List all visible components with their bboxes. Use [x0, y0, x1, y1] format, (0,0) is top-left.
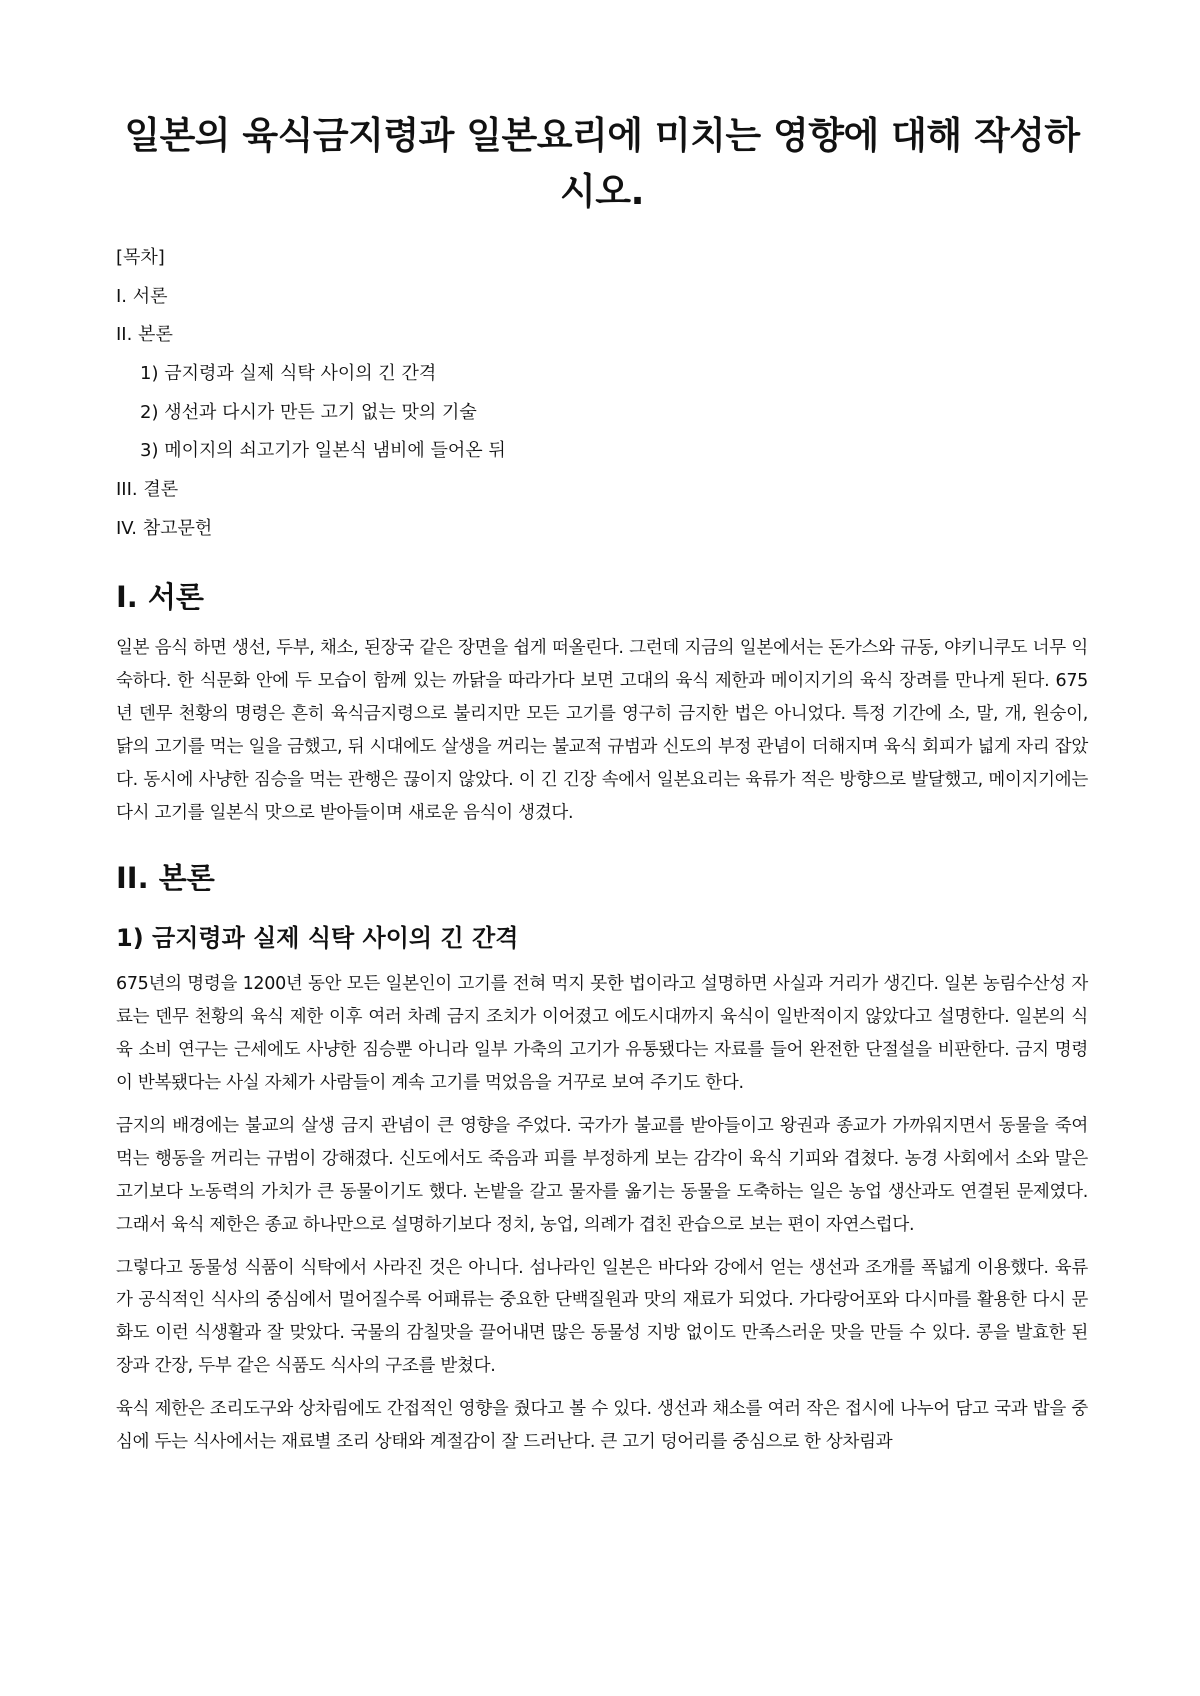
paragraph: 일본 음식 하면 생선, 두부, 채소, 된장국 같은 장면을 쉽게 떠올린다. 그런데 지금의 일본에서는 돈가스와 규동, 야키니쿠도 너무 익숙하다. 한 식문화 안에 두 모습이 함께 있는 까닭을 따라가다 보면 고대의 육식 제한과 메이지기의 육식 장려를 만나게 된다. 675년 덴무 천황의 명령은 흔히 육식금지령으로 불리지만 모든 고기를 영구히 금지한 법은 아니었다. 특정 기간에 소, 말, 개, 원숭이, 닭의 고기를 먹는 일을 금했고, 뒤 시대에도 살생을 꺼리는 불교적 규범과 신도의 부정 관념이 더해지며 육식 회피가 넓게 자리 잡았다. 동시에 사냥한 짐승을 먹는 관행은 끊이지 않았다. 이 긴 긴장 속에서 일본요리는 육류가 적은 방향으로 발달했고, 메이지기에는 다시 고기를 일본식 맛으로 받아들이며 새로운 음식이 생겼다.: [116, 638, 1088, 823]
section-heading-introduction: I. 서론: [116, 579, 204, 614]
subsection-heading-1: 1) 금지령과 실제 식탁 사이의 긴 간격: [116, 924, 519, 953]
paragraph: 그렇다고 동물성 식품이 식탁에서 사라진 것은 아니다. 섬나라인 일본은 바다와 강에서 얻는 생선과 조개를 폭넓게 이용했다. 육류가 공식적인 식사의 중심에서 멀어질수록 어패류는 중요한 단백질원과 맛의 재료가 되었다. 가다랑어포와 다시마를 활용한 다시 문화도 이런 식생활과 잘 맞았다. 국물의 감칠맛을 끌어내면 많은 동물성 지방 없이도 만족스러운 맛을 만들 수 있다. 콩을 발효한 된장과 간장, 두부 같은 식품도 식사의 구조를 받쳤다.: [116, 1257, 1088, 1377]
paragraph: 육식 제한은 조리도구와 상차림에도 간접적인 영향을 줬다고 볼 수 있다. 생선과 채소를 여러 작은 접시에 나누어 담고 국과 밥을 중심에 두는 식사에서는 재료별 조리 상태와 계절감이 잘 드러난다. 큰 고기 덩어리를 중심으로 한 상차림과: [116, 1399, 1088, 1452]
paragraph: 675년의 명령을 1200년 동안 모든 일본인이 고기를 전혀 먹지 못한 법이라고 설명하면 사실과 거리가 생긴다. 일본 농림수산성 자료는 덴무 천황의 육식 제한 이후 여러 차례 금지 조치가 이어졌고 에도시대까지 육식이 일반적이지 않았다고 설명한다. 일본의 식육 소비 연구는 근세에도 사냥한 짐승뿐 아니라 일부 가축의 고기가 유통됐다는 자료를 들어 완전한 단절설을 비판한다. 금지 명령이 반복됐다는 사실 자체가 사람들이 계속 고기를 먹었음을 거꾸로 보여 주기도 한다.: [116, 974, 1088, 1094]
section-heading-body: II. 본론: [116, 860, 215, 895]
table-of-contents: [116, 239, 1088, 549]
section-introduction: [116, 579, 1088, 830]
toc-item-body-3: 3) 메이지의 쇠고기가 일본식 냄비에 들어온 뒤: [140, 440, 506, 462]
toc-item-conclusion: III. 결론: [116, 479, 179, 501]
toc-item-body-2: 2) 생선과 다시가 만든 고기 없는 맛의 기술: [140, 401, 477, 423]
document-title: 일본의 육식금지령과 일본요리에 미치는 영향에 대해 작성하시오.: [124, 114, 1080, 213]
toc-item-body: II. 본론: [116, 324, 173, 346]
toc-item-body-1: 1) 금지령과 실제 식탁 사이의 긴 간격: [140, 363, 437, 385]
paragraph: 금지의 배경에는 불교의 살생 금지 관념이 큰 영향을 주었다. 국가가 불교를 받아들이고 왕권과 종교가 가까워지면서 동물을 죽여 먹는 행동을 꺼리는 규범이 강해졌다. 신도에서도 죽음과 피를 부정하게 보는 감각이 육식 기피와 겹쳤다. 농경 사회에서 소와 말은 고기보다 노동력의 가치가 큰 동물이기도 했다. 논밭을 갈고 물자를 옮기는 동물을 도축하는 일은 농업 생산과도 연결된 문제였다. 그래서 육식 제한은 종교 하나만으로 설명하기보다 정치, 농업, 의례가 겹친 관습으로 보는 편이 자연스럽다.: [116, 1115, 1088, 1235]
toc-item-references: IV. 참고문헌: [116, 517, 213, 539]
toc-header: [목차]: [116, 247, 165, 268]
section-body: [116, 860, 1088, 1459]
toc-item-introduction: I. 서론: [116, 285, 168, 307]
